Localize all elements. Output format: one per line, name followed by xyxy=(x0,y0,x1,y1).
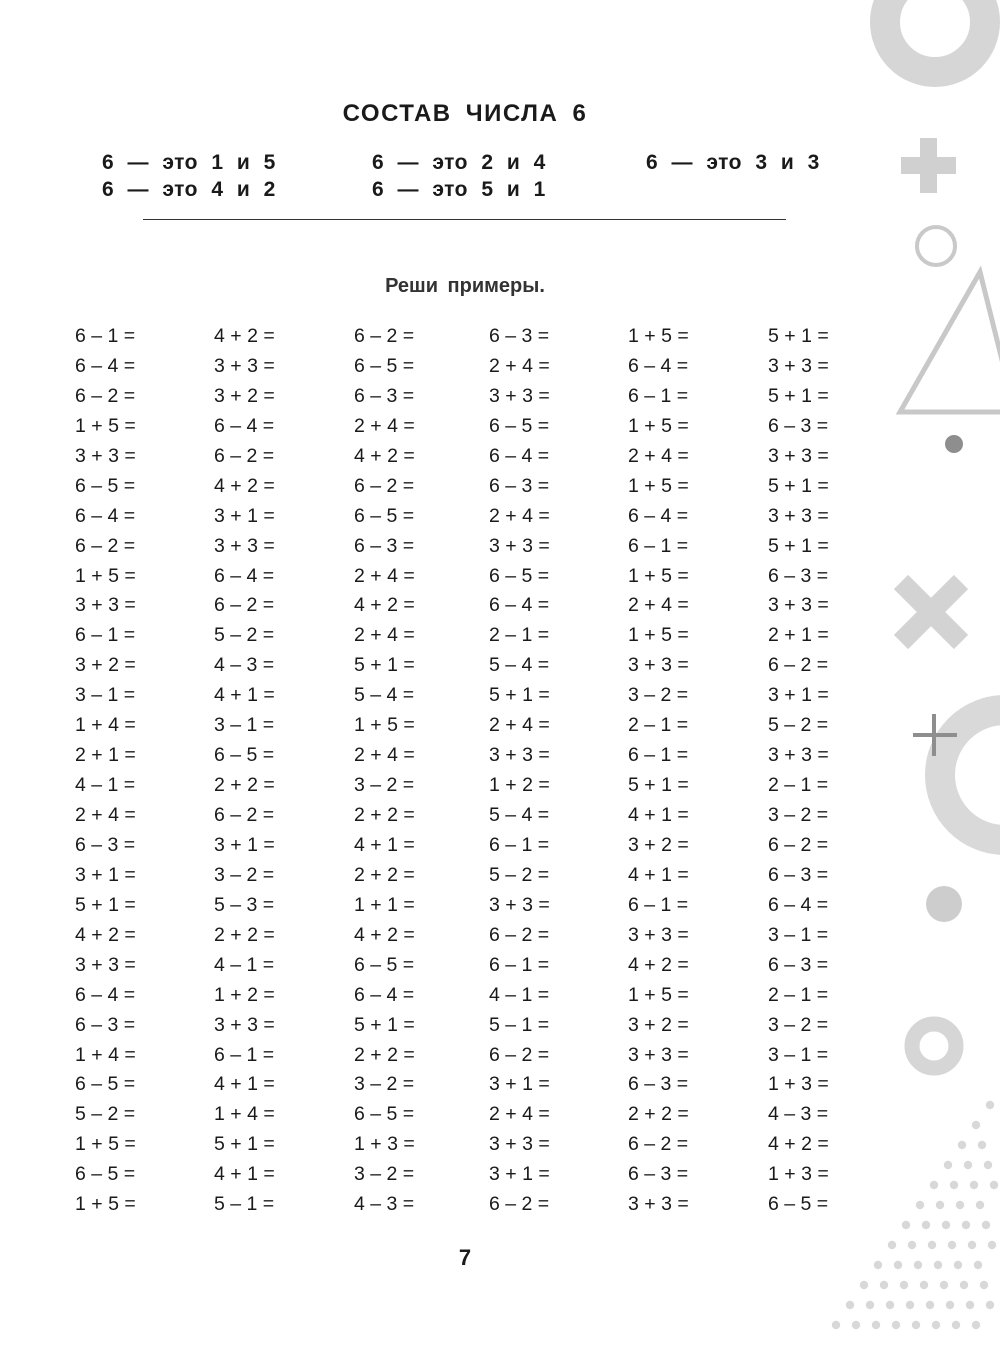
math-exercise: 6 – 2 = xyxy=(489,923,550,946)
math-exercise: 4 + 1 = xyxy=(214,684,275,707)
pattern-dot xyxy=(886,1301,894,1309)
plus-shape-thin xyxy=(913,714,957,756)
math-exercise: 4 + 1 = xyxy=(628,863,689,886)
math-exercise: 6 – 4 = xyxy=(768,893,829,916)
math-exercise: 6 – 4 = xyxy=(628,354,689,377)
math-exercise: 6 – 2 = xyxy=(214,444,275,467)
math-exercise: 2 + 4 = xyxy=(489,1103,550,1126)
ring-shape-bottom xyxy=(912,1024,956,1068)
pattern-dot xyxy=(846,1301,854,1309)
math-exercise: 6 – 1 = xyxy=(489,953,550,976)
math-exercise: 6 – 1 = xyxy=(75,624,136,647)
pattern-dot xyxy=(972,1321,980,1329)
math-exercise: 6 – 3 = xyxy=(628,1163,689,1186)
math-exercise: 3 + 1 = xyxy=(214,833,275,856)
math-exercise: 6 – 1 = xyxy=(628,893,689,916)
math-exercise: 6 – 2 = xyxy=(75,534,136,557)
math-exercise: 5 + 1 = xyxy=(75,893,136,916)
math-exercise: 3 + 3 = xyxy=(489,744,550,767)
math-exercise: 6 – 5 = xyxy=(489,564,550,587)
plus-shape-large xyxy=(901,138,956,193)
math-exercise: 6 – 1 = xyxy=(75,325,136,347)
pattern-dot xyxy=(916,1201,924,1209)
pattern-dot xyxy=(958,1141,966,1149)
math-exercise: 6 – 1 = xyxy=(628,744,689,767)
math-exercise: 2 + 4 = xyxy=(354,414,415,437)
math-exercise: 6 – 2 = xyxy=(628,1133,689,1156)
math-exercise: 5 + 1 = xyxy=(768,474,829,497)
math-exercise: 1 + 3 = xyxy=(354,1133,415,1156)
math-exercise: 6 – 3 = xyxy=(768,414,829,437)
math-exercise: 3 + 3 = xyxy=(214,1013,275,1036)
math-exercise: 6 – 4 = xyxy=(489,594,550,617)
math-exercise: 1 + 5 = xyxy=(75,414,136,437)
math-exercise: 2 + 2 = xyxy=(354,1043,415,1066)
math-exercise: 5 + 1 = xyxy=(214,1133,275,1156)
pattern-dot xyxy=(852,1321,860,1329)
math-exercise: 6 – 3 = xyxy=(628,1073,689,1096)
small-ring-shape xyxy=(917,227,955,265)
math-exercise: 6 – 5 = xyxy=(354,504,415,527)
math-exercise: 3 + 1 = xyxy=(489,1163,550,1186)
math-exercise: 3 + 3 = xyxy=(214,354,275,377)
ring-shape-top xyxy=(885,0,985,72)
math-exercise: 6 – 4 = xyxy=(489,444,550,467)
math-exercise: 2 + 4 = xyxy=(489,714,550,737)
math-exercise: 3 + 3 = xyxy=(489,534,550,557)
math-exercise: 2 + 4 = xyxy=(354,624,415,647)
math-exercise: 6 – 2 = xyxy=(768,833,829,856)
math-exercise: 5 + 1 = xyxy=(768,325,829,347)
math-exercise: 2 + 4 = xyxy=(354,744,415,767)
math-exercise: 6 – 4 = xyxy=(75,504,136,527)
math-exercise: 3 + 1 = xyxy=(489,1073,550,1096)
math-exercise: 1 + 5 = xyxy=(628,325,689,347)
pattern-dot xyxy=(946,1301,954,1309)
math-exercise: 6 – 3 = xyxy=(75,833,136,856)
math-exercise: 2 + 2 = xyxy=(214,923,275,946)
math-exercise: 6 – 4 = xyxy=(214,414,275,437)
pattern-dot xyxy=(954,1261,962,1269)
math-exercise: 2 – 1 = xyxy=(768,983,829,1006)
math-exercise: 1 + 5 = xyxy=(628,474,689,497)
math-exercise: 2 + 4 = xyxy=(75,804,136,826)
math-exercise: 6 – 3 = xyxy=(768,953,829,976)
math-exercise: 4 – 1 = xyxy=(214,953,275,976)
math-exercise: 5 + 1 = xyxy=(628,774,689,797)
pattern-dot xyxy=(964,1161,972,1169)
math-exercise: 6 – 1 = xyxy=(628,384,689,407)
math-exercise: 3 – 1 = xyxy=(214,714,275,737)
math-exercise: 2 + 1 = xyxy=(75,744,136,767)
math-exercise: 3 + 3 = xyxy=(489,1133,550,1156)
math-exercise: 2 + 2 = xyxy=(628,1103,689,1126)
math-exercise: 1 + 1 = xyxy=(354,893,415,916)
math-exercise: 5 – 1 = xyxy=(489,1013,550,1036)
pattern-dot xyxy=(902,1221,910,1229)
math-exercise: 6 – 5 = xyxy=(354,354,415,377)
math-exercise: 1 + 5 = xyxy=(75,1193,136,1216)
math-exercise: 6 – 1 = xyxy=(214,1043,275,1066)
math-exercise: 5 + 1 = xyxy=(489,684,550,707)
math-exercise: 2 + 4 = xyxy=(489,354,550,377)
math-exercise: 1 + 5 = xyxy=(75,564,136,587)
pattern-dot xyxy=(990,1181,998,1189)
math-exercise: 3 – 2 = xyxy=(354,1163,415,1186)
math-exercise: 6 – 3 = xyxy=(75,1013,136,1036)
math-exercise: 3 + 2 = xyxy=(75,654,136,677)
math-exercise: 3 + 1 = xyxy=(75,863,136,886)
dot-triangle-pattern xyxy=(832,1101,998,1329)
math-exercise: 3 – 2 = xyxy=(214,863,275,886)
pattern-dot xyxy=(926,1301,934,1309)
math-exercise: 6 – 2 = xyxy=(489,1043,550,1066)
pattern-dot xyxy=(986,1301,994,1309)
math-exercise: 3 – 2 = xyxy=(354,774,415,797)
math-exercise: 3 + 3 = xyxy=(628,1193,689,1216)
math-exercise: 3 + 3 = xyxy=(628,654,689,677)
math-exercise: 1 + 5 = xyxy=(628,983,689,1006)
math-exercise: 2 + 4 = xyxy=(628,594,689,617)
math-exercise: 3 + 3 = xyxy=(768,444,829,467)
math-exercise: 5 – 3 = xyxy=(214,893,275,916)
math-exercise: 5 – 4 = xyxy=(354,684,415,707)
math-exercise: 3 + 2 = xyxy=(628,1013,689,1036)
pattern-dot xyxy=(972,1121,980,1129)
math-exercise: 6 – 2 = xyxy=(489,1193,550,1216)
pattern-dot xyxy=(968,1241,976,1249)
pattern-dot xyxy=(974,1261,982,1269)
math-exercise: 4 – 1 = xyxy=(489,983,550,1006)
pattern-dot xyxy=(866,1301,874,1309)
math-exercise: 6 – 3 = xyxy=(489,474,550,497)
math-exercise: 3 – 2 = xyxy=(768,1013,829,1036)
math-exercise: 6 – 5 = xyxy=(75,1163,136,1186)
composition-line: 6 — это 3 и 3 xyxy=(646,151,820,174)
math-exercise: 4 + 2 = xyxy=(354,444,415,467)
math-exercise: 6 – 4 = xyxy=(75,354,136,377)
pattern-dot xyxy=(950,1181,958,1189)
page-title: СОСТАВ ЧИСЛА 6 xyxy=(342,100,588,127)
math-exercise: 3 + 3 = xyxy=(768,744,829,767)
math-exercise: 6 – 1 = xyxy=(489,833,550,856)
math-exercise: 4 + 2 = xyxy=(768,1133,829,1156)
math-exercise: 6 – 4 = xyxy=(214,564,275,587)
math-exercise: 5 + 1 = xyxy=(768,534,829,557)
math-exercise: 4 + 2 = xyxy=(354,923,415,946)
math-exercise: 5 – 2 = xyxy=(489,863,550,886)
pattern-dot xyxy=(948,1241,956,1249)
math-exercise: 5 – 4 = xyxy=(489,804,550,826)
math-exercise: 4 + 1 = xyxy=(214,1163,275,1186)
dot-shape-large xyxy=(926,886,962,922)
pattern-dot xyxy=(880,1281,888,1289)
math-exercise: 6 – 5 = xyxy=(354,1103,415,1126)
pattern-dot xyxy=(952,1321,960,1329)
math-exercise: 4 + 2 = xyxy=(75,923,136,946)
pattern-dot xyxy=(912,1321,920,1329)
pattern-dot xyxy=(932,1321,940,1329)
composition-line: 6 — это 4 и 2 xyxy=(102,178,276,201)
math-exercise: 1 + 5 = xyxy=(75,1133,136,1156)
pattern-dot xyxy=(976,1201,984,1209)
math-exercise: 5 – 2 = xyxy=(214,624,275,647)
math-exercise: 5 – 1 = xyxy=(214,1193,275,1216)
math-exercise: 3 + 3 = xyxy=(628,923,689,946)
pattern-dot xyxy=(944,1161,952,1169)
math-exercise: 3 + 3 = xyxy=(75,444,136,467)
math-exercise: 3 + 2 = xyxy=(214,384,275,407)
dot-shape-small xyxy=(945,435,963,453)
math-exercise: 6 – 3 = xyxy=(768,564,829,587)
math-exercise: 3 – 1 = xyxy=(75,684,136,707)
math-exercise: 5 – 4 = xyxy=(489,654,550,677)
math-exercise: 1 + 4 = xyxy=(214,1103,275,1126)
pattern-dot xyxy=(962,1221,970,1229)
math-exercise: 3 + 3 = xyxy=(489,893,550,916)
pattern-dot xyxy=(936,1201,944,1209)
exercise-column xyxy=(768,324,829,1222)
math-exercise: 2 – 1 = xyxy=(489,624,550,647)
math-exercise: 6 – 5 = xyxy=(75,1073,136,1096)
pattern-dot xyxy=(988,1241,996,1249)
math-exercise: 6 – 3 = xyxy=(768,863,829,886)
math-exercise: 1 + 3 = xyxy=(768,1163,829,1186)
math-exercise: 3 + 3 = xyxy=(75,953,136,976)
pattern-dot xyxy=(940,1281,948,1289)
math-exercise: 1 + 5 = xyxy=(628,414,689,437)
math-exercise: 2 + 1 = xyxy=(768,624,829,647)
math-exercise: 6 – 2 = xyxy=(354,325,415,347)
math-exercise: 4 + 1 = xyxy=(354,833,415,856)
math-exercise: 2 + 4 = xyxy=(354,564,415,587)
math-exercise: 5 – 2 = xyxy=(768,714,829,737)
instruction-heading: Реши примеры. xyxy=(385,275,545,297)
exercise-column xyxy=(75,324,136,1222)
math-exercise: 6 – 5 = xyxy=(768,1193,829,1216)
math-exercise: 3 – 1 = xyxy=(768,1043,829,1066)
composition-line: 6 — это 2 и 4 xyxy=(372,151,546,174)
math-exercise: 4 – 1 = xyxy=(75,774,136,797)
math-exercise: 6 – 2 = xyxy=(354,474,415,497)
math-exercise: 3 + 3 = xyxy=(768,594,829,617)
math-exercise: 3 – 2 = xyxy=(354,1073,415,1096)
math-exercise: 4 + 2 = xyxy=(628,953,689,976)
math-exercise: 6 – 1 = xyxy=(628,534,689,557)
exercise-column xyxy=(628,324,689,1222)
math-exercise: 1 + 4 = xyxy=(75,1043,136,1066)
pattern-dot xyxy=(978,1141,986,1149)
math-exercise: 4 + 2 = xyxy=(354,594,415,617)
exercise-column xyxy=(489,324,550,1222)
cross-shape xyxy=(901,582,961,642)
pattern-dot xyxy=(966,1301,974,1309)
math-exercise: 1 + 2 = xyxy=(489,774,550,797)
pattern-dot xyxy=(960,1281,968,1289)
math-exercise: 3 + 2 = xyxy=(628,833,689,856)
math-exercise: 1 + 5 = xyxy=(628,624,689,647)
pattern-dot xyxy=(832,1321,840,1329)
page-number: 7 xyxy=(458,1245,472,1270)
exercise-column xyxy=(354,324,415,1222)
math-exercise: 1 + 2 = xyxy=(214,983,275,1006)
math-exercise: 6 – 2 = xyxy=(214,804,275,826)
math-exercise: 6 – 5 = xyxy=(489,414,550,437)
pattern-dot xyxy=(906,1301,914,1309)
exercise-column xyxy=(214,324,275,1222)
math-exercise: 4 – 3 = xyxy=(354,1193,415,1216)
pattern-dot xyxy=(970,1181,978,1189)
math-exercise: 6 – 2 = xyxy=(214,594,275,617)
large-ring-shape xyxy=(940,710,1000,840)
pattern-dot xyxy=(930,1181,938,1189)
pattern-dot xyxy=(942,1221,950,1229)
pattern-dot xyxy=(920,1281,928,1289)
composition-line: 6 — это 5 и 1 xyxy=(372,178,546,201)
math-exercise: 6 – 3 = xyxy=(489,325,550,347)
math-exercise: 1 + 5 = xyxy=(354,714,415,737)
math-exercise: 6 – 5 = xyxy=(214,744,275,767)
divider-line xyxy=(143,219,786,220)
math-exercise: 6 – 5 = xyxy=(75,474,136,497)
math-exercise: 4 + 1 = xyxy=(214,1073,275,1096)
pattern-dot xyxy=(956,1201,964,1209)
math-exercise: 2 – 1 = xyxy=(768,774,829,797)
math-exercise: 3 – 2 = xyxy=(768,804,829,826)
math-exercise: 3 + 3 = xyxy=(768,354,829,377)
pattern-dot xyxy=(934,1261,942,1269)
math-exercise: 6 – 3 = xyxy=(354,384,415,407)
math-exercise: 5 + 1 = xyxy=(768,384,829,407)
math-exercise: 3 + 3 = xyxy=(628,1043,689,1066)
pattern-dot xyxy=(922,1221,930,1229)
math-exercise: 3 + 3 = xyxy=(489,384,550,407)
pattern-dot xyxy=(982,1221,990,1229)
math-exercise: 1 + 3 = xyxy=(768,1073,829,1096)
math-exercise: 6 – 4 = xyxy=(628,504,689,527)
math-exercise: 6 – 5 = xyxy=(354,953,415,976)
math-exercise: 2 + 4 = xyxy=(628,444,689,467)
pattern-dot xyxy=(980,1281,988,1289)
math-exercise: 5 + 1 = xyxy=(354,1013,415,1036)
pattern-dot xyxy=(872,1321,880,1329)
pattern-dot xyxy=(986,1101,994,1109)
math-exercise: 4 + 2 = xyxy=(214,474,275,497)
math-exercise: 5 – 2 = xyxy=(75,1103,136,1126)
math-exercise: 6 – 2 = xyxy=(75,384,136,407)
math-exercise: 3 + 3 = xyxy=(768,504,829,527)
math-exercise: 3 – 2 = xyxy=(628,684,689,707)
math-exercise: 2 – 1 = xyxy=(628,714,689,737)
pattern-dot xyxy=(860,1281,868,1289)
math-exercise: 6 – 3 = xyxy=(354,534,415,557)
pattern-dot xyxy=(892,1321,900,1329)
composition-line: 6 — это 1 и 5 xyxy=(102,151,276,174)
math-exercise: 4 + 1 = xyxy=(628,804,689,826)
math-exercise: 2 + 2 = xyxy=(214,774,275,797)
math-exercise: 3 + 1 = xyxy=(214,504,275,527)
math-exercise: 5 + 1 = xyxy=(354,654,415,677)
math-exercise: 2 + 2 = xyxy=(354,863,415,886)
math-exercise: 4 – 3 = xyxy=(214,654,275,677)
math-exercise: 4 – 3 = xyxy=(768,1103,829,1126)
pattern-dot xyxy=(900,1281,908,1289)
math-exercise: 1 + 4 = xyxy=(75,714,136,737)
math-exercise: 4 + 2 = xyxy=(214,325,275,347)
pattern-dot xyxy=(984,1161,992,1169)
math-exercise: 2 + 4 = xyxy=(489,504,550,527)
math-exercise: 6 – 4 = xyxy=(354,983,415,1006)
math-exercise: 3 + 1 = xyxy=(768,684,829,707)
math-exercise: 2 + 2 = xyxy=(354,804,415,826)
math-exercise: 1 + 5 = xyxy=(628,564,689,587)
math-exercise: 3 + 3 = xyxy=(214,534,275,557)
math-exercise: 3 + 3 = xyxy=(75,594,136,617)
math-exercise: 6 – 2 = xyxy=(768,654,829,677)
math-exercise: 3 – 1 = xyxy=(768,923,829,946)
math-exercise: 6 – 4 = xyxy=(75,983,136,1006)
